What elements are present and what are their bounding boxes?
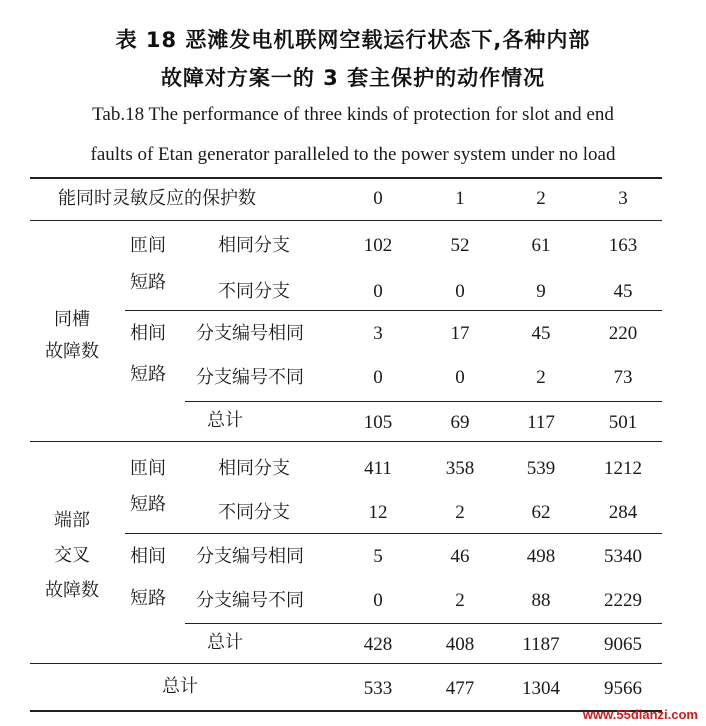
cell-value: 105 [363, 412, 393, 433]
end-inner-rule-2 [185, 623, 662, 624]
cell-value: 62 [531, 502, 551, 523]
slot-inner-rule-2 [185, 401, 662, 402]
cell-value: 2 [536, 367, 546, 388]
cell-value: 9065 [604, 634, 642, 655]
row-label: 不同分支 [218, 502, 290, 523]
table-title-cn-line2: 故障对方案一的 3 套主保护的动作情况 [160, 66, 546, 90]
col-header-2: 2 [536, 188, 546, 209]
slot-phase-label-2: 短路 [130, 364, 166, 385]
end-phase-label-2: 短路 [130, 588, 166, 609]
cell-value: 411 [364, 458, 392, 479]
cell-value: 1212 [604, 458, 642, 479]
row-label: 分支编号不同 [196, 367, 304, 388]
subtotal-label: 总计 [207, 632, 243, 653]
slot-pitch-label-1: 匝间 [130, 235, 166, 256]
cell-value: 284 [608, 502, 638, 523]
end-pitch-label-1: 匝间 [130, 458, 166, 479]
row-label: 分支编号相同 [196, 323, 304, 344]
cell-value: 0 [373, 367, 383, 388]
cell-value: 52 [450, 235, 470, 256]
row-label: 相同分支 [218, 235, 290, 256]
cell-value: 498 [526, 546, 556, 567]
table-title-en-line1: Tab.18 The performance of three kinds of protection for slot and end [92, 104, 614, 125]
end-pitch-label-2: 短路 [130, 494, 166, 515]
cell-value: 539 [526, 458, 556, 479]
cell-value: 1304 [522, 678, 560, 699]
cell-value: 46 [450, 546, 470, 567]
grand-total-label: 总计 [162, 676, 198, 697]
cell-value: 0 [373, 590, 383, 611]
end-inner-rule-1 [125, 533, 662, 534]
cell-value: 1187 [522, 634, 560, 655]
cell-value: 45 [613, 281, 633, 302]
cell-value: 69 [450, 412, 470, 433]
cell-value: 2229 [604, 590, 642, 611]
cell-value: 61 [531, 235, 551, 256]
top-rule [30, 177, 662, 179]
table-title-cn-line1: 表 18 恶滩发电机联网空载运行状态下,各种内部 [115, 28, 591, 52]
cell-value: 9566 [604, 678, 642, 699]
col-header-0: 0 [373, 188, 383, 209]
cell-value: 358 [445, 458, 475, 479]
cell-value: 102 [363, 235, 393, 256]
slot-inner-rule-1 [125, 310, 662, 311]
cell-value: 45 [531, 323, 551, 344]
row-label: 分支编号相同 [196, 546, 304, 567]
cell-value: 3 [373, 323, 383, 344]
subtotal-label: 总计 [207, 410, 243, 431]
cell-value: 477 [445, 678, 475, 699]
end-phase-label-1: 相间 [130, 546, 166, 567]
group-rule [30, 441, 662, 442]
cell-value: 220 [608, 323, 638, 344]
watermark: www.55dianzi.com [582, 707, 698, 722]
cell-value: 5 [373, 546, 383, 567]
col-header-3: 3 [618, 188, 628, 209]
grand-total-rule [30, 663, 662, 664]
slot-pitch-label-2: 短路 [130, 272, 166, 293]
table-title-en-line2: faults of Etan generator paralleled to the power system under no load [90, 144, 616, 165]
cell-value: 5340 [604, 546, 642, 567]
slot-phase-label-1: 相间 [130, 323, 166, 344]
bottom-rule [30, 710, 662, 712]
cell-value: 163 [608, 235, 638, 256]
cell-value: 428 [363, 634, 393, 655]
cell-value: 0 [455, 367, 465, 388]
cell-value: 501 [608, 412, 638, 433]
cell-value: 0 [373, 281, 383, 302]
cell-value: 0 [455, 281, 465, 302]
cell-value: 88 [531, 590, 551, 611]
cell-value: 533 [363, 678, 393, 699]
cell-value: 2 [455, 590, 465, 611]
cell-value: 73 [613, 367, 633, 388]
cell-value: 408 [445, 634, 475, 655]
cell-value: 2 [455, 502, 465, 523]
row-label: 分支编号不同 [196, 590, 304, 611]
cell-value: 12 [368, 502, 388, 523]
cell-value: 17 [450, 323, 470, 344]
row-label: 相同分支 [218, 458, 290, 479]
col-header-1: 1 [455, 188, 465, 209]
cell-value: 9 [536, 281, 546, 302]
row-label: 不同分支 [218, 281, 290, 302]
header-rule [30, 220, 662, 221]
header-label: 能同时灵敏反应的保护数 [58, 188, 256, 209]
cell-value: 117 [527, 412, 555, 433]
